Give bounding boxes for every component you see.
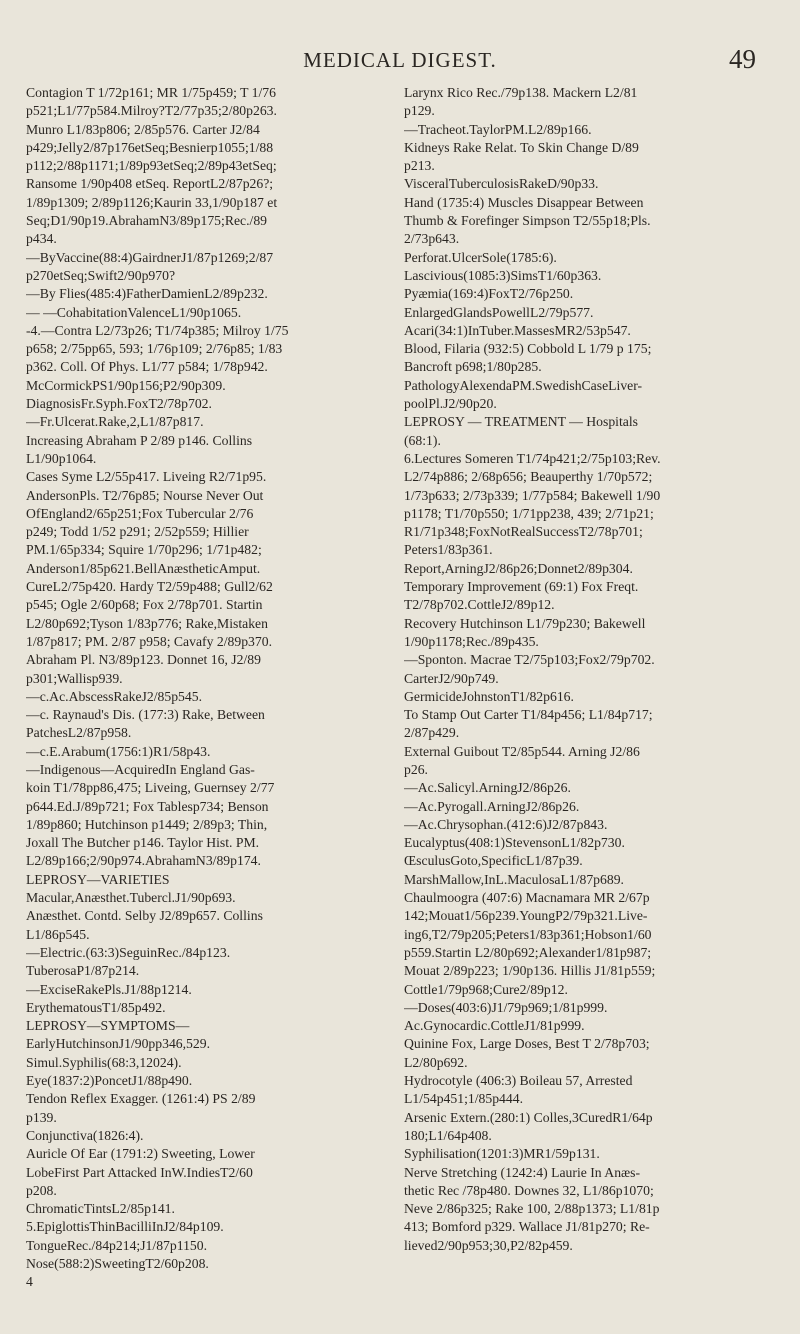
index-line: 142;Mouat1/56p239.YoungP2/79p321.Live- <box>404 908 648 924</box>
index-line: Neve 2/86p325; Rake 100, 2/88p1373; L1/81p <box>404 1201 660 1217</box>
index-line: Lascivious(1085:3)SimsT1/60p363. <box>404 267 602 283</box>
index-line: Quinine Fox, Large Doses, Best T 2/78p703; <box>404 1036 650 1052</box>
index-line: 2/73p643. <box>404 231 460 247</box>
index-line: p112;2/88p1171;1/89p93etSeq;2/89p43etSeq; <box>26 158 277 174</box>
index-line: LobeFirst Part Attacked InW.IndiesT2/60 <box>26 1164 253 1180</box>
index-line: p249; Todd 1/52 p291; 2/52p559; Hillier <box>26 524 249 540</box>
index-line: p213. <box>404 158 435 174</box>
index-line: R1/71p348;FoxNotRealSuccessT2/78p701; <box>404 524 643 540</box>
index-line: To Stamp Out Carter T1/84p456; L1/84p717; <box>404 707 653 723</box>
index-line: PatchesL2/87p958. <box>26 725 132 741</box>
index-line: DiagnosisFr.Syph.FoxT2/78p702. <box>26 396 212 412</box>
index-line: —Ac.Salicyl.ArningJ2/86p26. <box>404 780 571 796</box>
index-line: ŒsculusGoto,SpecificL1/87p39. <box>404 853 583 869</box>
index-line: Hand (1735:4) Muscles Disappear Between <box>404 194 644 210</box>
index-line: Mouat 2/89p223; 1/90p136. Hillis J1/81p559; <box>404 963 656 979</box>
index-line: TongueRec./84p214;J1/87p1150. <box>26 1237 208 1253</box>
index-line: External Guibout T2/85p544. Arning J2/86 <box>404 743 640 759</box>
index-line: Chaulmoogra (407:6) Macnamara MR 2/67p <box>404 890 650 906</box>
index-line: 1/87p817; PM. 2/87 p958; Cavafy 2/89p370. <box>26 633 272 649</box>
index-line: Ransome 1/90p408 etSeq. ReportL2/87p26?; <box>26 176 274 192</box>
index-line: 6.Lectures Someren T1/74p421;2/75p103;Rev. <box>404 450 661 466</box>
index-line: 413; Bomford p329. Wallace J1/81p270; Re- <box>404 1219 650 1235</box>
index-line: 2/87p429. <box>404 725 460 741</box>
index-line: —Doses(403:6)J1/79p969;1/81p999. <box>404 999 608 1015</box>
index-line: —ExciseRakePls.J1/88p1214. <box>26 981 192 997</box>
index-line: —c.E.Arabum(1756:1)R1/58p43. <box>26 743 211 759</box>
index-line: Nose(588:2)SweetingT2/60p208. <box>26 1256 209 1271</box>
index-line: p1178; T1/70p550; 1/71pp238, 439; 2/71p21; <box>404 505 654 521</box>
index-line: AndersonPls. T2/76p85; Nourse Never Out <box>26 487 264 503</box>
index-line: Eucalyptus(408:1)StevensonL1/82p730. <box>404 835 625 851</box>
index-line: LEPROSY—SYMPTOMS— <box>26 1018 190 1034</box>
index-line: —By Flies(485:4)FatherDamienL2/89p232. <box>26 286 268 302</box>
index-line: thetic Rec /78p480. Downes 32, L1/86p1070; <box>404 1182 654 1198</box>
index-line: p658; 2/75pp65, 593; 1/76p109; 2/76p85; 1/83 <box>26 341 283 357</box>
page-header <box>0 44 800 74</box>
index-line: Bancroft p698;1/80p285. <box>404 359 542 375</box>
index-columns <box>26 84 758 1314</box>
index-line: 180;L1/64p408. <box>404 1127 492 1143</box>
index-line: L2/80p692;Tyson 1/83p776; Rake,Mistaken <box>26 615 268 631</box>
index-line: Conjunctiva(1826:4). <box>26 1127 144 1143</box>
index-line: 1/90p1178;Rec./89p435. <box>404 633 539 649</box>
index-line: CureL2/75p420. Hardy T2/59p488; Gull2/62 <box>26 579 273 595</box>
index-line: Blood, Filaria (932:5) Cobbold L 1/79 p 175; <box>404 341 652 357</box>
index-line: —c. Raynaud's Dis. (177:3) Rake, Between <box>26 707 265 723</box>
index-line: Recovery Hutchinson L1/79p230; Bakewell <box>404 615 646 631</box>
index-line: Anæsthet. Contd. Selby J2/89p657. Collins <box>26 908 263 924</box>
running-title: MEDICAL DIGEST. <box>303 48 497 72</box>
index-line: Kidneys Rake Relat. To Skin Change D/89 <box>404 139 639 155</box>
index-line: Pyæmia(169:4)FoxT2/76p250. <box>404 286 574 302</box>
index-line: Tendon Reflex Exagger. (1261:4) PS 2/89 <box>26 1091 256 1107</box>
index-line: 1/73p633; 2/73p339; 1/77p584; Bakewell 1/90 <box>404 487 661 503</box>
index-line: CarterJ2/90p749. <box>404 670 499 686</box>
right-column <box>404 84 758 1255</box>
index-line: -4.—Contra L2/73p26; T1/74p385; Milroy 1/75 <box>26 322 289 338</box>
index-line: Thumb & Forefinger Simpson T2/55p18;Pls. <box>404 213 651 229</box>
index-line: — —CohabitationValenceL1/90p1065. <box>26 304 242 320</box>
index-line: Simul.Syphilis(68:3,12024). <box>26 1054 182 1070</box>
index-line: McCormickPS1/90p156;P2/90p309. <box>26 377 226 393</box>
index-line: —Ac.Pyrogall.ArningJ2/86p26. <box>404 798 580 814</box>
index-line: Increasing Abraham P 2/89 p146. Collins <box>26 432 253 448</box>
index-line: OfEngland2/65p251;Fox Tubercular 2/76 <box>26 505 254 521</box>
page-number: 49 <box>729 44 756 74</box>
index-line: —Indigenous—AcquiredIn England Gas- <box>26 761 255 777</box>
index-line: Joxall The Butcher p146. Taylor Hist. PM. <box>26 835 260 851</box>
index-line: Nerve Stretching (1242:4) Laurie In Anæs- <box>404 1164 641 1180</box>
index-line: lieved2/90p953;30,P2/82p459. <box>404 1237 573 1253</box>
index-line: p429;Jelly2/87p176etSeq;Besnierp1055;1/88 <box>26 139 274 155</box>
index-line: ErythematousT1/85p492. <box>26 999 166 1015</box>
index-line: p139. <box>26 1109 57 1125</box>
index-line: p434. <box>26 231 57 247</box>
index-line: ing6,T2/79p205;Peters1/83p361;Hobson1/60 <box>404 926 652 942</box>
index-line: —c.Ac.AbscessRakeJ2/85p545. <box>26 688 203 704</box>
index-line: GermicideJohnstonT1/82p616. <box>404 688 574 704</box>
index-line: L1/86p545. <box>26 926 90 942</box>
index-line: T2/78p702.CottleJ2/89p12. <box>404 597 555 613</box>
index-line: LEPROSY — TREATMENT — Hospitals <box>404 414 638 430</box>
index-line: p270etSeq;Swift2/90p970? <box>26 267 176 283</box>
index-line: Macular,Anæsthet.Tubercl.J1/90p693. <box>26 890 236 906</box>
index-line: L1/90p1064. <box>26 450 97 466</box>
index-line: Larynx Rico Rec./79p138. Mackern L2/81 <box>404 85 638 100</box>
index-line: —ByVaccine(88:4)GairdnerJ1/87p1269;2/87 <box>26 249 274 265</box>
index-line: EarlyHutchinsonJ1/90pp346,529. <box>26 1036 211 1052</box>
index-line: EnlargedGlandsPowellL2/79p577. <box>404 304 594 320</box>
index-line: —Fr.Ulcerat.Rake,2,L1/87p817. <box>26 414 204 430</box>
index-line: p129. <box>404 103 435 119</box>
left-column <box>26 84 376 1292</box>
index-line: Cases Syme L2/55p417. Liveing R2/71p95. <box>26 469 267 485</box>
index-line: PM.1/65p334; Squire 1/70p296; 1/71p482; <box>26 542 262 558</box>
index-line: p559.Startin L2/80p692;Alexander1/81p987; <box>404 944 652 960</box>
index-line: L1/54p451;1/85p444. <box>404 1091 524 1107</box>
index-line: Ac.Gynocardic.CottleJ1/81p999. <box>404 1018 585 1034</box>
index-line: Seq;D1/90p19.AbrahamN3/89p175;Rec./89 <box>26 213 268 229</box>
index-line: MarshMallow,InL.MaculosaL1/87p689. <box>404 871 624 887</box>
index-line: Munro L1/83p806; 2/85p576. Carter J2/84 <box>26 121 260 137</box>
index-line: LEPROSY—VARIETIES <box>26 871 170 887</box>
index-line: Hydrocotyle (406:3) Boileau 57, Arrested <box>404 1073 633 1089</box>
index-line: Contagion T 1/72p161; MR 1/75p459; T 1/76 <box>26 85 276 100</box>
index-line: 1/89p860; Hutchinson p1449; 2/89p3; Thin, <box>26 816 268 832</box>
index-line: Abraham Pl. N3/89p123. Donnet 16, J2/89 <box>26 652 261 668</box>
index-line: p521;L1/77p584.Milroy?T2/77p35;2/80p263. <box>26 103 277 119</box>
index-line: Peters1/83p361. <box>404 542 493 558</box>
index-line: 1/89p1309; 2/89p1126;Kaurin 33,1/90p187 et <box>26 194 278 210</box>
index-line: —Sponton. Macrae T2/75p103;Fox2/79p702. <box>404 652 655 668</box>
index-line: VisceralTuberculosisRakeD/90p33. <box>404 176 599 192</box>
index-line: —Electric.(63:3)SeguinRec./84p123. <box>26 944 231 960</box>
index-line: Arsenic Extern.(280:1) Colles,3CuredR1/64p <box>404 1109 653 1125</box>
index-line: p26. <box>404 761 428 777</box>
index-line: Temporary Improvement (69:1) Fox Freqt. <box>404 579 639 595</box>
index-line: L2/89p166;2/90p974.AbrahamN3/89p174. <box>26 853 261 869</box>
index-line: —Ac.Chrysophan.(412:6)J2/87p843. <box>404 816 608 832</box>
index-line: poolPl.J2/90p20. <box>404 396 497 412</box>
index-line: PathologyAlexendaPM.SwedishCaseLiver- <box>404 377 643 393</box>
index-line: koin T1/78pp86,475; Liveing, Guernsey 2/77 <box>26 780 275 796</box>
index-line: 4 <box>26 1274 33 1290</box>
index-line: p362. Coll. Of Phys. L1/77 p584; 1/78p942. <box>26 359 268 375</box>
index-line: (68:1). <box>404 432 441 448</box>
index-line: Cottle1/79p968;Cure2/89p12. <box>404 981 568 997</box>
index-line: Auricle Of Ear (1791:2) Sweeting, Lower <box>26 1146 255 1162</box>
index-line: p208. <box>26 1182 57 1198</box>
index-line: L2/74p886; 2/68p656; Beauperthy 1/70p572; <box>404 469 653 485</box>
index-line: 5.EpiglottisThinBacilliInJ2/84p109. <box>26 1219 224 1235</box>
index-line: Syphilisation(1201:3)MR1/59p131. <box>404 1146 600 1162</box>
index-line: p301;Wallisp939. <box>26 670 123 686</box>
index-line: Acari(34:1)InTuber.MassesMR2/53p547. <box>404 322 631 338</box>
index-line: Anderson1/85p621.BellAnæstheticAmput. <box>26 560 261 576</box>
index-line: Eye(1837:2)PoncetJ1/88p490. <box>26 1073 193 1089</box>
index-line: TuberosaP1/87p214. <box>26 963 140 979</box>
index-line: ChromaticTintsL2/85p141. <box>26 1201 175 1217</box>
index-line: p644.Ed.J/89p721; Fox Tablesp734; Benson <box>26 798 269 814</box>
index-line: —Tracheot.TaylorPM.L2/89p166. <box>404 121 592 137</box>
index-line: Perforat.UlcerSole(1785:6). <box>404 249 557 265</box>
index-line: p545; Ogle 2/60p68; Fox 2/78p701. Startin <box>26 597 263 613</box>
index-line: Report,ArningJ2/86p26;Donnet2/89p304. <box>404 560 633 576</box>
index-line: L2/80p692. <box>404 1054 468 1070</box>
